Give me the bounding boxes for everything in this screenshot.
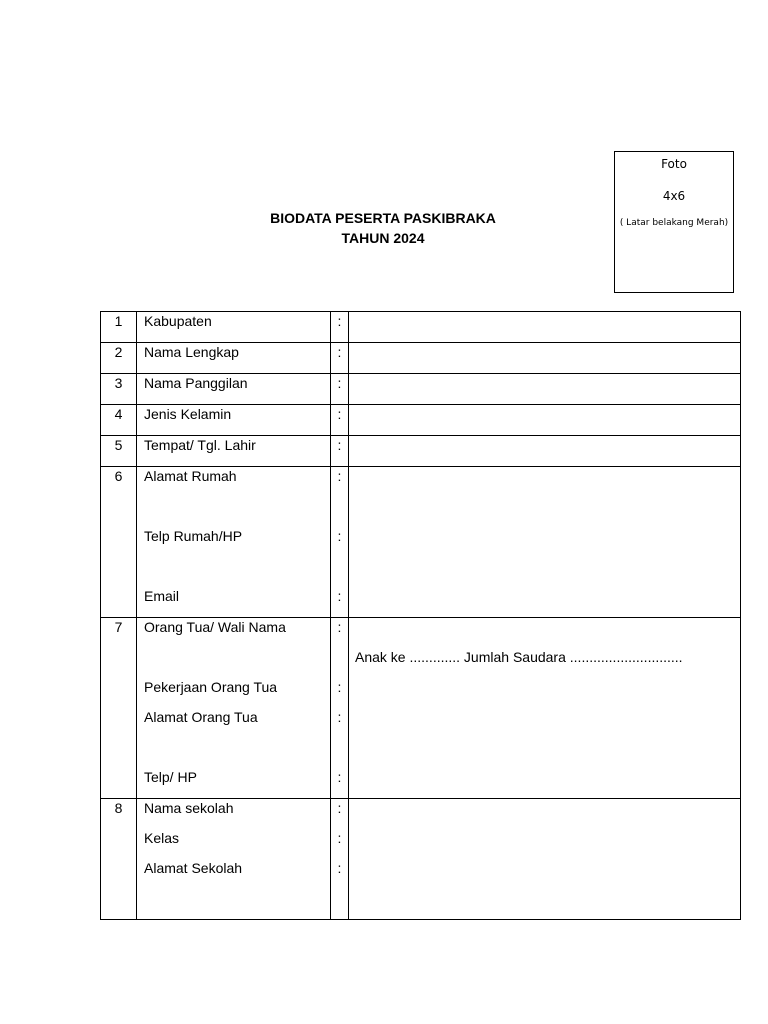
- colon: :: [337, 344, 342, 360]
- field-label-tempat-tgl-lahir: Tempat/ Tgl. Lahir: [144, 437, 256, 453]
- photo-label: Foto: [661, 157, 687, 171]
- row-number: 7: [114, 619, 123, 635]
- document-year: TAHUN 2024: [341, 230, 425, 246]
- photo-background-note: ( Latar belakang Merah): [619, 218, 729, 228]
- field-label-nama-panggilan: Nama Panggilan: [144, 375, 248, 391]
- colon: :: [337, 375, 342, 391]
- row-number: 4: [114, 406, 123, 422]
- field-label-jenis-kelamin: Jenis Kelamin: [144, 406, 232, 422]
- field-label-alamat-orang-tua: Alamat Orang Tua: [144, 709, 258, 725]
- field-label-kabupaten: Kabupaten: [144, 313, 212, 329]
- row-number: 8: [114, 800, 123, 816]
- field-label-nama-sekolah: Nama sekolah: [144, 800, 234, 816]
- colon: :: [337, 313, 342, 329]
- table-row: [101, 374, 741, 405]
- field-label-orang-tua-nama: Orang Tua/ Wali Nama: [144, 619, 286, 635]
- field-label-telp-rumah: Telp Rumah/HP: [144, 528, 243, 544]
- colon: :: [337, 468, 342, 484]
- colon: :: [337, 679, 342, 695]
- table-row: [101, 799, 741, 920]
- row-number: 2: [114, 344, 123, 360]
- row-number: 3: [114, 375, 123, 391]
- colon: :: [337, 860, 342, 876]
- field-value-nama-panggilan[interactable]: [349, 374, 741, 405]
- colon: :: [337, 588, 342, 604]
- colon: :: [337, 619, 342, 635]
- photo-placeholder: [614, 151, 734, 293]
- table-row: [101, 312, 741, 343]
- table-row: [101, 436, 741, 467]
- field-value-sekolah[interactable]: [349, 799, 741, 920]
- row-number: 1: [114, 313, 123, 329]
- anak-ke-jumlah-saudara: Anak ke ............. Jumlah Saudara .............................: [355, 649, 683, 665]
- colon: :: [337, 709, 342, 725]
- field-value-tempat-tgl-lahir[interactable]: [349, 436, 741, 467]
- colon: :: [337, 528, 342, 544]
- biodata-form-table: [100, 311, 741, 920]
- row-number: 5: [114, 437, 123, 453]
- field-value-orang-tua[interactable]: [349, 618, 741, 799]
- table-row: [101, 405, 741, 436]
- photo-size: 4x6: [662, 189, 686, 203]
- table-row: [101, 343, 741, 374]
- colon: :: [337, 830, 342, 846]
- row-number: 6: [114, 468, 123, 484]
- field-value-jenis-kelamin[interactable]: [349, 405, 741, 436]
- colon: :: [337, 406, 342, 422]
- field-label-alamat-rumah: Alamat Rumah: [144, 468, 237, 484]
- colon: :: [337, 437, 342, 453]
- field-value-nama-lengkap[interactable]: [349, 343, 741, 374]
- table-row: [101, 618, 741, 799]
- field-label-alamat-sekolah: Alamat Sekolah: [144, 860, 243, 876]
- colon: :: [337, 769, 342, 785]
- document-title: BIODATA PESERTA PASKIBRAKA: [270, 210, 496, 226]
- field-label-email: Email: [144, 588, 180, 604]
- field-label-kelas: Kelas: [144, 830, 180, 846]
- field-label-nama-lengkap: Nama Lengkap: [144, 344, 239, 360]
- field-value-alamat-kontak[interactable]: [349, 467, 741, 618]
- field-value-kabupaten[interactable]: [349, 312, 741, 343]
- field-label-telp-hp: Telp/ HP: [144, 769, 197, 785]
- colon: :: [337, 800, 342, 816]
- field-label-pekerjaan-orang-tua: Pekerjaan Orang Tua: [144, 679, 278, 695]
- table-row: [101, 467, 741, 618]
